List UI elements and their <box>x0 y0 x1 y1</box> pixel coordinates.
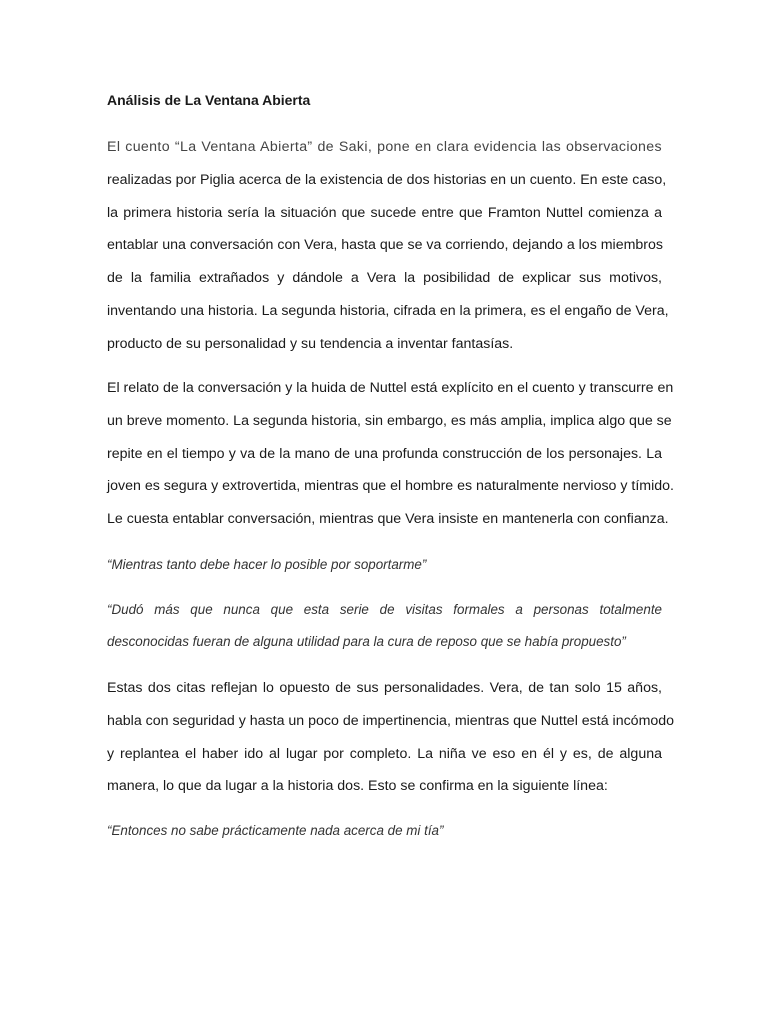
paragraph-line: de la familia extrañados y dándole a Vera la posibilidad de explicar sus motivos, <box>107 270 662 287</box>
quote-2 <box>107 594 662 658</box>
quote-line: desconocidas fueran de alguna utilidad para la cura de reposo que se había propuesto” <box>107 634 626 649</box>
paragraph-line: habla con seguridad y hasta un poco de impertinencia, mientras que Nuttel está incómodo <box>107 712 675 729</box>
paragraph-line: joven es segura y extrovertida, mientras que el hombre es naturalmente nervioso y tímido. <box>107 478 674 495</box>
document-title: Análisis de La Ventana Abierta <box>107 92 311 108</box>
paragraph-2 <box>107 372 674 536</box>
paragraph-line: Estas dos citas reflejan lo opuesto de sus personalidades. Vera, de tan solo 15 años, <box>107 680 662 696</box>
paragraph-line: realizadas por Piglia acerca de la existencia de dos historias en un cuento. En este caso, <box>107 171 667 188</box>
paragraph-3 <box>107 672 675 803</box>
paragraph-line: El cuento “La Ventana Abierta” de Saki, pone en clara evidencia las observaciones <box>107 139 662 155</box>
paragraph-line: entablar una conversación con Vera, hasta que se va corriendo, dejando a los miembros <box>107 237 664 254</box>
paragraph-line: producto de su personalidad y su tendencia a inventar fantasías. <box>107 335 514 352</box>
paragraph-1 <box>107 131 669 361</box>
paragraph-line: y replantea el haber ido al lugar por completo. La niña ve eso en él y es, de alguna <box>107 745 662 762</box>
quote-line: “Entonces no sabe prácticamente nada acerca de mi tía” <box>107 823 444 838</box>
paragraph-line: El relato de la conversación y la huida de Nuttel está explícito en el cuento y transcurre en <box>107 380 674 396</box>
paragraph-line: repite en el tiempo y va de la mano de una profunda construcción de los personajes. La <box>107 445 662 462</box>
quote-1 <box>107 549 662 581</box>
paragraph-line: un breve momento. La segunda historia, sin embargo, es más amplia, implica algo que se <box>107 412 672 429</box>
paragraph-line: Le cuesta entablar conversación, mientras que Vera insiste en mantenerla con confianza. <box>107 511 669 528</box>
paragraph-line: manera, lo que da lugar a la historia dos. Esto se confirma en la siguiente línea: <box>107 778 608 795</box>
quote-line: “Mientras tanto debe hacer lo posible por soportarme” <box>107 557 427 572</box>
quote-3 <box>107 815 662 847</box>
paragraph-line: inventando una historia. La segunda historia, cifrada en la primera, es el engaño de Vera, <box>107 302 669 319</box>
paragraph-line: la primera historia sería la situación que sucede entre que Framton Nuttel comienza a <box>107 204 662 221</box>
quote-line: “Dudó más que nunca que esta serie de visitas formales a personas totalmente <box>107 602 662 617</box>
